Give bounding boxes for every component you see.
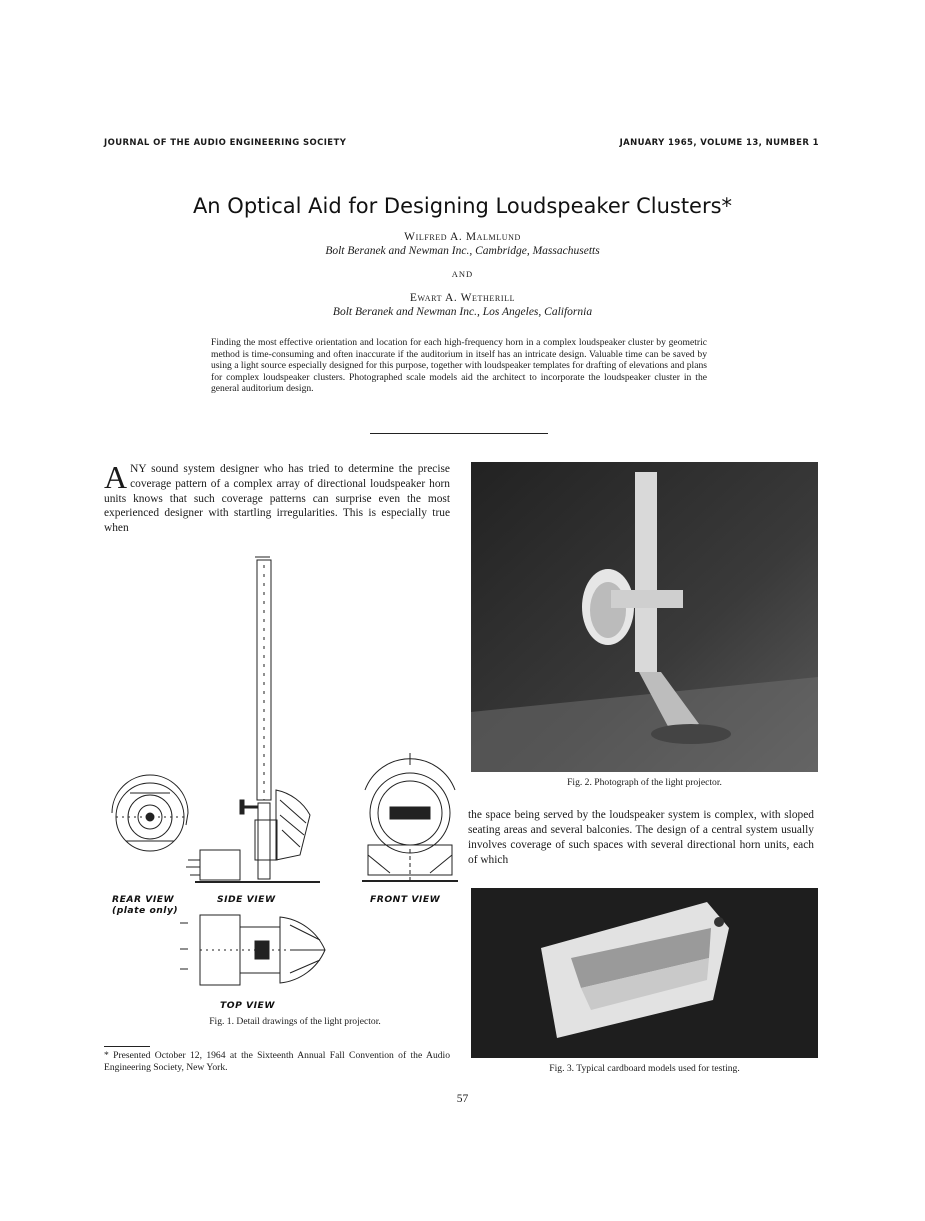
body-paragraph-1: NY sound system designer who has tried to determine the precise coverage pattern of a complex array of directional loudspeaker horn units knows that such coverage patterns can surprise even the most experienced designer with startling irregularities. This is especially true when: [104, 463, 450, 535]
journal-header: JOURNAL OF THE AUDIO ENGINEERING SOCIETY: [104, 138, 347, 148]
figure-3-photo: [471, 888, 818, 1058]
figure-2-photo: [471, 462, 818, 772]
top-view-drawing: [180, 915, 325, 985]
cardboard-models-photo: [471, 888, 818, 1058]
author-separator: AND: [451, 269, 474, 279]
rear-view-label: REAR VIEW: [112, 894, 175, 905]
light-projector-photo: [471, 462, 818, 772]
section-divider: [370, 433, 548, 434]
figure-1-drawings: [100, 555, 460, 1015]
front-view-drawing: [362, 753, 458, 881]
author-affiliation-1: Bolt Beranek and Newman Inc., Cambridge, Massachusetts: [325, 245, 600, 257]
footnote: * Presented October 12, 1964 at the Sixteenth Annual Fall Convention of the Audio Engineering Society, New York.: [104, 1050, 450, 1073]
issue-header: JANUARY 1965, VOLUME 13, NUMBER 1: [619, 138, 819, 148]
body-text-column-1: [104, 459, 450, 536]
page-number: 57: [456, 1093, 469, 1105]
author-name-2: Ewart A. Wetherill: [409, 292, 516, 304]
figure-1-caption: Fig. 1. Detail drawings of the light projector.: [209, 1016, 381, 1027]
author-affiliation-2: Bolt Beranek and Newman Inc., Los Angeles, California: [332, 306, 593, 318]
author-name-1: Wilfred A. Malmlund: [404, 231, 521, 243]
paper-title: An Optical Aid for Designing Loudspeaker Clusters*: [192, 194, 733, 218]
figure-1-svg: [100, 555, 460, 1015]
side-view-label: SIDE VIEW: [217, 894, 276, 905]
abstract: Finding the most effective orientation and location for each high-frequency horn in a complex loudspeaker cluster by geometric method is time-consuming and often inaccurate if the auditorium in itself has an intricate design. Valuable time can be saved by using a light source especially designed for this purpose, together with loudspeaker templates for drafting of elevations and plans for complex loudspeaker clusters. Photographed scale models aid the architect to incorporate the loudspeaker cluster in the general auditorium design.: [211, 337, 707, 395]
side-view-drawing: [186, 557, 320, 882]
footnote-divider: [104, 1046, 150, 1047]
figure-3-caption: Fig. 3. Typical cardboard models used for testing.: [549, 1063, 740, 1074]
rear-view-note-label: (plate only): [112, 905, 179, 916]
body-text-column-2: the space being served by the loudspeaker system is complex, with sloped seating areas and several balconies. The design of a central system usually involves coverage of such spaces with several directional horn units, each of which: [468, 809, 814, 866]
top-view-label: TOP VIEW: [220, 1000, 275, 1011]
front-view-label: FRONT VIEW: [370, 894, 441, 905]
drop-cap: A: [104, 459, 128, 495]
figure-2-caption: Fig. 2. Photograph of the light projector.: [567, 777, 722, 788]
rear-view-drawing: [112, 775, 188, 851]
